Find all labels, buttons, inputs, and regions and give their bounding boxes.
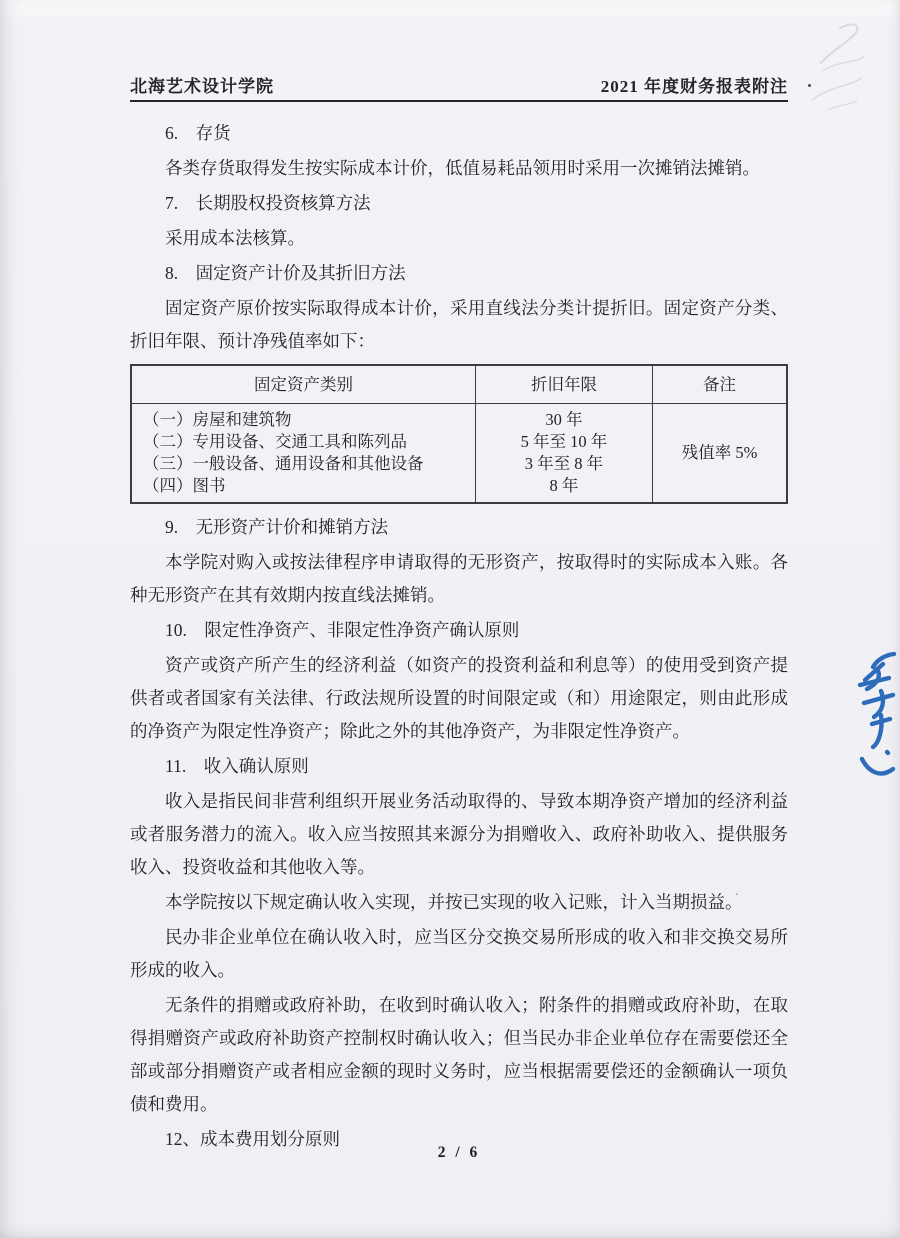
paragraph: 各类存货取得发生按实际成本计价，低值易耗品领用时采用一次摊销法摊销。 (165, 158, 760, 178)
table-row: （四）图书 (143, 476, 226, 495)
table-row: 3 年至 8 年 (524, 454, 604, 473)
institution-name: 北海艺术设计学院 (130, 77, 274, 96)
table-row: （二）专用设备、交通工具和陈列品 (143, 432, 407, 451)
fixed-assets-table (130, 364, 788, 504)
table-row: 5 年至 10 年 (520, 432, 608, 451)
paragraph: 收入是指民间非营利组织开展业务活动取得的、导致本期净资产增加的经济利益或者服务潜力的流入。收入应当按照其来源分为捐赠收入、政府补助收入、提供服务收入、投资收益和其他收入等。 (130, 791, 788, 877)
blue-ink-annotation (852, 650, 898, 785)
paragraph: 资产或资产所产生的经济利益（如资产的投资利益和利息等）的使用受到资产提供者或者国家有关法律、行政法规所设置的时间限定或（和）用途限定，则由此形成的净资产为限定性净资产；除此之外的其他净资产，为非限定性净资产。 (130, 655, 788, 741)
paragraph: 本学院按以下规定确认收入实现，并按已实现的收入记账，计入当期损益。 (165, 892, 743, 912)
table-row: （一）房屋和建筑物 (143, 410, 292, 429)
page-number: 2 / 6 (437, 1144, 481, 1161)
col-header-category: 固定资产类别 (131, 365, 475, 404)
report-title: 2021 年度财务报表附注 (600, 77, 788, 96)
table-row: 8 年 (549, 476, 579, 495)
paragraph: 本学院对购入或按法律程序申请取得的无形资产，按取得时的实际成本入账。各种无形资产在其有效期内按直线法摊销。 (130, 552, 788, 605)
section-heading-12: 12、成本费用划分原则 (165, 1129, 340, 1149)
section-heading-8: 8. 固定资产计价及其折旧方法 (165, 263, 406, 283)
page-header (130, 72, 788, 102)
table-header-row (131, 365, 787, 404)
document-body (130, 72, 788, 1158)
col-header-life: 折旧年限 (475, 365, 652, 404)
pencil-smudge-artifact (782, 14, 897, 129)
depreciation-life-cell (475, 404, 652, 504)
notes-text (130, 117, 788, 1156)
paragraph: 民办非企业单位在确认收入时，应当区分交换交易所形成的收入和非交换交易所形成的收入。 (130, 927, 788, 980)
paragraph: 固定资产原价按实际取得成本计价，采用直线法分类计提折旧。固定资产分类、折旧年限、预计净残值率如下： (130, 298, 788, 351)
paragraph: 无条件的捐赠或政府补助，在收到时确认收入；附条件的捐赠或政府补助，在取得捐赠资产或政府补助资产控制权时确认收入；但当民办非企业单位存在需要偿还全部或部分捐赠资产或者相应金额的现时义务时，应当根据需要偿还的金额确认一项负债和费用。 (130, 995, 788, 1114)
section-heading-7: 7. 长期股权投资核算方法 (165, 193, 371, 213)
asset-category-cell (131, 404, 475, 504)
table-row: 30 年 (545, 410, 583, 429)
col-header-note: 备注 (653, 365, 787, 404)
section-heading-9: 9. 无形资产计价和摊销方法 (165, 517, 389, 537)
section-heading-6: 6. 存货 (165, 123, 231, 143)
section-heading-10: 10. 限定性净资产、非限定性净资产确认原则 (165, 620, 520, 640)
paragraph: 采用成本法核算。 (165, 228, 305, 248)
table-row: （三）一般设备、通用设备和其他设备 (143, 454, 424, 473)
table-body-row (131, 404, 787, 504)
residual-rate-cell: 残值率 5% (653, 404, 787, 504)
scan-artifact-dot (808, 84, 811, 87)
section-heading-11: 11. 收入确认原则 (165, 756, 309, 776)
